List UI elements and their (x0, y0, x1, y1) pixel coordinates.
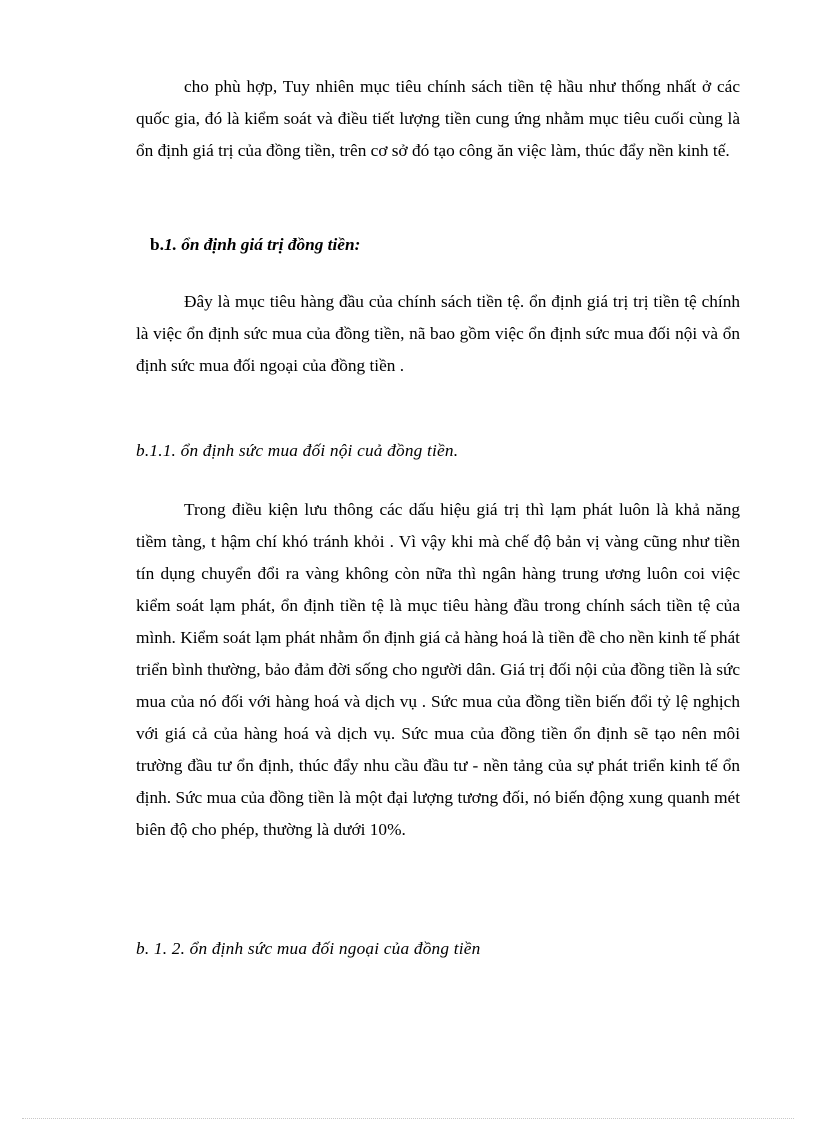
paragraph-intro-continuation: cho phù hợp, Tuy nhiên mục tiêu chính sách tiền tệ hầu như thống nhất ở các quốc gia, đó là kiểm soát và điều tiết lượng tiền cung ứng nhằm mục tiêu cuối cùng là ổn định giá trị của đồng tiền, trên cơ sở đó tạo công ăn việc làm, thúc đẩy nền kinh tế. (136, 77, 740, 160)
section-heading-b1-title: 1. ổn định giá trị đồng tiền: (163, 235, 361, 254)
page-bottom-border (22, 1118, 794, 1119)
paragraph-currency-stability: Đây là mục tiêu hàng đầu của chính sách tiền tệ. ổn định giá trị trị tiền tệ chính là việc ổn định sức mua của đồng tiền, nã bao gồm việc ổn định sức mua đối nội và ổn định sức mua đối ngoại của đồng tiền . (136, 292, 740, 375)
section-heading-b12: b. 1. 2. ổn định sức mua đối ngoại của đồng tiền (136, 939, 481, 958)
paragraph-domestic-purchasing-power: Trong điều kiện lưu thông các dấu hiệu giá trị thì lạm phát luôn là khả năng tiềm tàng, t hậm chí khó tránh khỏi . Vì vậy khi mà chế độ bản vị vàng cũng như tiền tín dụng chuyển đổi ra vàng không còn nữa thì ngân hàng trung ương luôn coi việc kiểm soát lạm phát, ổn định tiền tệ là mục tiêu hàng đầu trong chính sách tiền tệ của mình. Kiểm soát lạm phát nhằm ổn định giá cả hàng hoá là tiền đề cho nền kinh tế phát triển bình thường, bảo đảm đời sống cho người dân. Giá trị đối nội của đồng tiền là sức mua của nó đối với hàng hoá và dịch vụ . Sức mua của đồng tiền biến đổi tỷ lệ nghịch với giá cả của hàng hoá và dịch vụ. Sức mua của đồng tiền ổn định sẽ tạo nên môi trường đầu tư ổn định, thúc đẩy nhu cầu đầu tư - nền tảng của sự phát triển kinh tế ổn định. Sức mua của đồng tiền là một đại lượng tương đối, nó biến động xung quanh mét biên độ cho phép, thường là dưới 10%. (136, 500, 740, 839)
section-heading-b1 (150, 229, 360, 261)
section-heading-b11: b.1.1. ổn định sức mua đối nội cuả đồng tiền. (136, 441, 459, 460)
section-heading-b1-prefix: b. (150, 235, 164, 254)
